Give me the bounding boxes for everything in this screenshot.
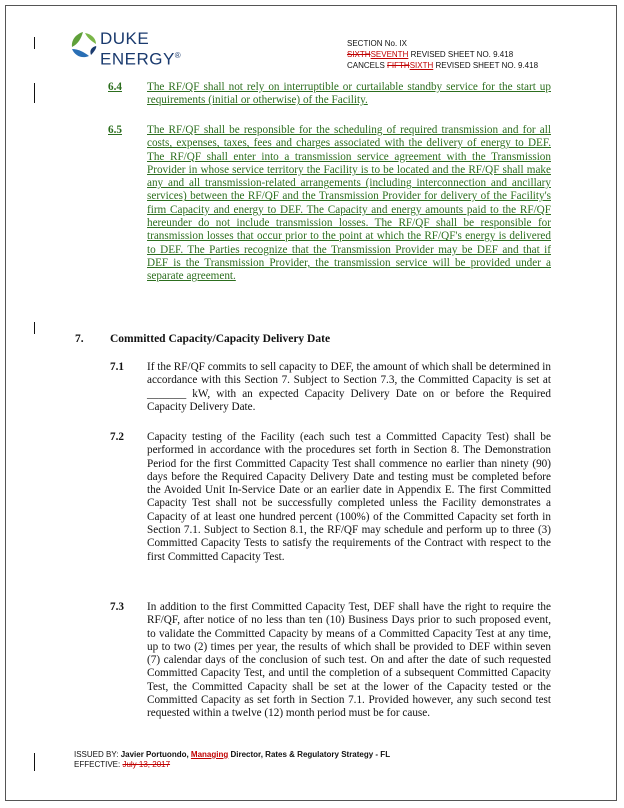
revised-sheet-line: SIXTHSEVENTH REVISED SHEET NO. 9.418 — [347, 50, 514, 59]
duke-energy-mark-icon — [68, 30, 98, 60]
inserted-text: Managing — [190, 750, 229, 759]
cancels-sheet-line: CANCELS FIFTHSIXTH REVISED SHEET NO. 9.418 — [347, 61, 539, 70]
section-number-7-2: 7.2 — [110, 431, 124, 443]
section-7-2-text: Capacity testing of the Facility (each such test a Committed Capacity Test) shall be performed in accordance with the procedures set forth in Section 8. The Demonstration Period for the first Committed Capacity Test shall commence no earlier than ninety (90) days before the Required Capacity Delivery Date and testing must be completed before the Avoided Unit In-Service Date or an earlier date in Appendix E. The first Committed Capacity Test shall not be successfully completed unless the Facility demonstrates a Capacity of at least one hundred percent (100%) of the Committed Capacity set forth in Section 7.1. Subject to Section 8.1, the RF/QF may schedule and perform up to three (3) Committed Capacity Tests to satisfy the requirements of the Contract with respect to the first Committed Capacity Test. — [147, 431, 551, 563]
inserted-text: SIXTH — [409, 61, 434, 70]
section-6-5-text: The RF/QF shall be responsible for the scheduling of required transmission and for all costs, expenses, taxes, fees and charges associated with the delivery of energy to DEF. The RF/QF shall enter into a transmission service agreement with the Transmission Provider in whose service territory the Facility is to be located and the RF/QF shall make any and all transmission-related arrangements (including interconnection and ancillary services) between the RF/QF and the Transmission Provider for delivery of the Facility's firm Capacity and energy to DEF. The Capacity and energy amounts paid to the RF/QF hereunder do not include transmission losses. The RF/QF shall be responsible for transmission losses that occur prior to the point at which the RF/QF's energy is delivered to DEF. The Parties recognize that the Transmission Provider may be DEF and that if DEF is the Transmission Provider, the transmission service will be provided under a separate agreement. — [147, 124, 551, 283]
section-number-7-3: 7.3 — [110, 601, 124, 613]
change-bar — [34, 37, 35, 49]
section-6-4-text: The RF/QF shall not rely on interruptible or curtailable standby service for the start up requirements (initial or otherwise) of the Facility. — [147, 81, 551, 107]
struck-text: FIFTH — [387, 61, 410, 70]
section-number: SECTION No. IX — [347, 39, 408, 48]
change-bar — [34, 83, 35, 103]
struck-text: SIXTH — [347, 50, 371, 59]
change-bar — [34, 322, 35, 334]
duke-energy-logo — [68, 28, 182, 69]
logo-line2: ENERGY® — [100, 49, 182, 69]
logo-line1: DUKE — [100, 29, 150, 48]
sheet-footer — [74, 750, 390, 770]
inserted-text: SEVENTH — [370, 50, 409, 59]
effective-line: EFFECTIVE: July 13, 2017 — [74, 760, 171, 769]
section-7-3-text: In addition to the first Committed Capacity Test, DEF shall have the right to require the RF/QF, after notice of no less than ten (10) Business Days prior to such proposed event, to validate the Committed Capacity by means of a Committed Capacity Test at any time, up to two (2) times per year, the results of which shall be provided to DEF within seven (7) calendar days of the conclusion of such test. On and after the date of such requested Committed Capacity Test, and until the completion of a subsequent Committed Capacity Test, the Committed Capacity shall be set at the lower of the Capacity tested or the Committed Capacity as set forth in Section 7.1. Provided however, any such second test requested within a twelve (12) month period must be for cause. — [147, 601, 551, 720]
section-number-6-4: 6.4 — [108, 81, 122, 93]
issued-by-line: ISSUED BY: Javier Portuondo, Managing Director, Rates & Regulatory Strategy - FL — [74, 750, 391, 759]
section-number-7-1: 7.1 — [110, 361, 124, 373]
section-7-title: Committed Capacity/Capacity Delivery Date — [110, 333, 331, 345]
section-7-1-text: If the RF/QF commits to sell capacity to DEF, the amount of which shall be determined in accordance with this Section 7. Subject to Section 7.3, the Committed Capacity is set at _______ kW, with an expected Capacity Delivery Date on or before the Required Capacity Delivery Date. — [147, 361, 551, 413]
section-number-6-5: 6.5 — [108, 124, 122, 136]
change-bar — [34, 753, 35, 771]
struck-text: July 13, 2017 — [122, 760, 171, 769]
section-7-number: 7. — [75, 333, 84, 345]
logo-text — [100, 30, 181, 68]
sheet-header — [347, 38, 538, 71]
